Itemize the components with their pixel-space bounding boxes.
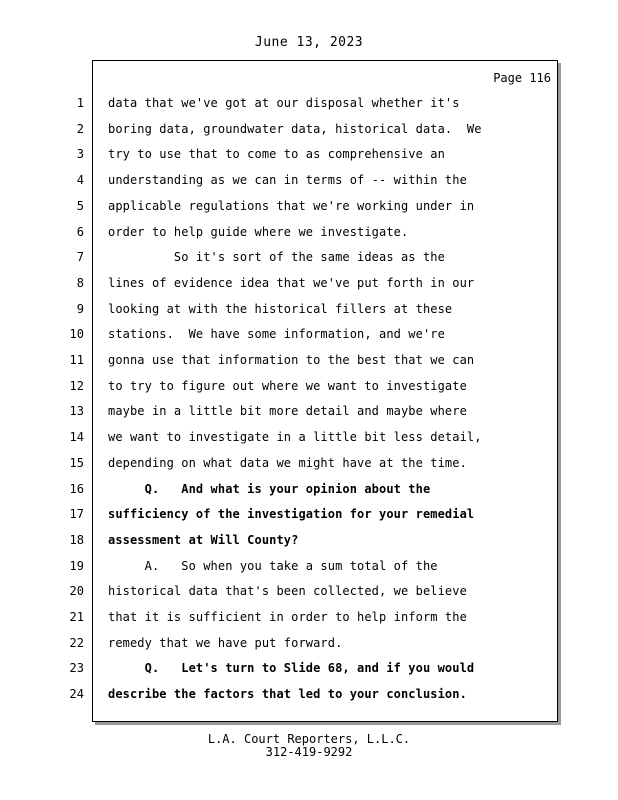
line-number: 11 <box>69 353 84 367</box>
transcript-line: order to help guide where we investigate. <box>108 225 409 239</box>
reporter-phone: 312-419-9292 <box>265 745 353 759</box>
transcript-line: remedy that we have put forward. <box>108 636 343 650</box>
transcript-line: applicable regulations that we're working under in <box>108 199 475 213</box>
transcript-line: A. So when you take a sum total of the <box>108 559 438 573</box>
line-number: 1 <box>76 96 84 110</box>
line-number: 21 <box>69 610 84 624</box>
transcript-line: sufficiency of the investigation for your remedial <box>108 507 475 521</box>
transcript-line: describe the factors that led to your conclusion. <box>108 687 467 701</box>
line-number: 13 <box>69 404 84 418</box>
line-number: 2 <box>76 122 84 136</box>
page-number: Page 116 <box>493 71 551 85</box>
footer <box>0 733 618 759</box>
line-number: 24 <box>69 687 84 701</box>
line-number: 12 <box>69 379 84 393</box>
transcript-line: data that we've got at our disposal whether it's <box>108 96 460 110</box>
line-number: 10 <box>69 327 84 341</box>
transcript-line: So it's sort of the same ideas as the <box>108 250 445 264</box>
line-number: 22 <box>69 636 84 650</box>
transcript-line: gonna use that information to the best that we can <box>108 353 475 367</box>
reporter-company: L.A. Court Reporters, L.L.C. <box>207 732 411 746</box>
transcript-line: historical data that's been collected, we believe <box>108 584 467 598</box>
line-number: 7 <box>76 250 84 264</box>
line-number: 16 <box>69 482 84 496</box>
line-number: 8 <box>76 276 84 290</box>
line-number: 19 <box>69 559 84 573</box>
line-number: 20 <box>69 584 84 598</box>
transcript-line: that it is sufficient in order to help inform the <box>108 610 467 624</box>
transcript-line: assessment at Will County? <box>108 533 299 547</box>
line-number: 18 <box>69 533 84 547</box>
line-number: 3 <box>76 147 84 161</box>
transcript-line: looking at with the historical fillers at these <box>108 302 453 316</box>
line-number: 5 <box>76 199 84 213</box>
transcript-line: Q. Let's turn to Slide 68, and if you would <box>108 661 475 675</box>
line-number: 15 <box>69 456 84 470</box>
line-number: 17 <box>69 507 84 521</box>
line-number: 4 <box>76 173 84 187</box>
transcript-line: maybe in a little bit more detail and maybe where <box>108 404 467 418</box>
line-number: 9 <box>76 302 84 316</box>
line-number: 14 <box>69 430 84 444</box>
transcript-line: to try to figure out where we want to investigate <box>108 379 467 393</box>
transcript-line: depending on what data we might have at the time. <box>108 456 467 470</box>
transcript-line: lines of evidence idea that we've put forth in our <box>108 276 475 290</box>
transcript-line: Q. And what is your opinion about the <box>108 482 431 496</box>
line-number: 23 <box>69 661 84 675</box>
line-number: 6 <box>76 225 84 239</box>
transcript-line: try to use that to come to as comprehensive an <box>108 147 445 161</box>
transcript-line: boring data, groundwater data, historical data. We <box>108 122 482 136</box>
transcript-line: stations. We have some information, and we're <box>108 327 445 341</box>
transcript-date: June 13, 2023 <box>254 35 364 50</box>
transcript-line: understanding as we can in terms of -- within the <box>108 173 467 187</box>
transcript-line: we want to investigate in a little bit less detail, <box>108 430 482 444</box>
